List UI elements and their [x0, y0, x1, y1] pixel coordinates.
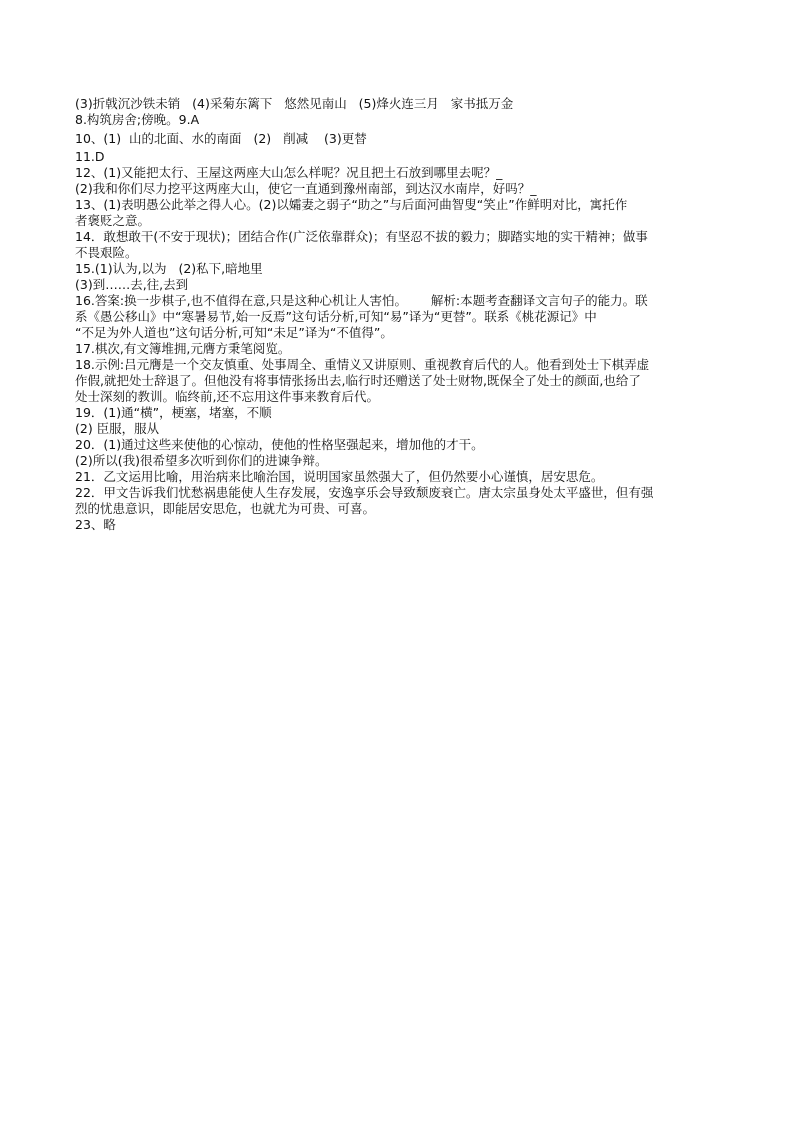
answer-paragraph-13	[75, 197, 725, 229]
answer-line-14-b: 不畏艰险。	[75, 245, 138, 260]
answer-line-20-2: (2)所以(我)很希望多次听到你们的进谏争辩。	[75, 453, 328, 468]
answer-line-19-1: 19．(1)通“横”，梗塞，堵塞，不顺	[75, 405, 272, 420]
answer-line-15-1: 15.(1)认为,以为 (2)私下,暗地里	[75, 261, 263, 276]
answer-paragraph-22	[75, 485, 725, 517]
answer-line-21: 21．乙文运用比喻，用治病来比喻治国，说明国家虽然强大了，但仍然要小心谨慎，居安思危。	[75, 469, 604, 484]
answer-line-3-5: (3)折戟沉沙铁未销 (4)采菊东篱下 悠然见南山 (5)烽火连三月 家书抵万金	[75, 96, 514, 111]
answer-line-17: 17.棋次,有文簿堆拥,元膺方秉笔阅览。	[75, 341, 291, 356]
answer-line-14-a: 14．敢想敢干(不安于现状)；团结合作(广泛依靠群众)；有坚忍不拔的毅力；脚踏实地的实干精神；做事	[75, 229, 648, 244]
answer-line-22-b: 烈的忧患意识，即能居安思危，也就尤为可贵、可喜。	[75, 501, 376, 516]
answer-paragraph-18	[75, 357, 725, 405]
answer-key	[75, 96, 725, 533]
answer-line-23: 23、略	[75, 517, 116, 532]
answer-line-22-a: 22．甲文告诉我们忧愁祸患能使人生存发展，安逸享乐会导致颓废衰亡。唐太宗虽身处太平盛世，但有强	[75, 485, 654, 500]
answer-line-18-b: 作假,就把处士辞退了。但他没有将事情张扬出去,临行时还赠送了处士财物,既保全了处士的颜面,也给了	[75, 373, 641, 388]
answer-paragraph-16	[75, 293, 725, 341]
answer-line-12-2: (2)我和你们尽力挖平这两座大山，使它一直通到豫州南部，到达汉水南岸，好吗？_	[75, 181, 537, 196]
answer-line-13-b: 者褒贬之意。	[75, 213, 151, 228]
answer-line-12-1: 12、(1)又能把太行、王屋这两座大山怎么样呢？况且把土石放到哪里去呢？_	[75, 165, 503, 180]
answer-line-10: 10、(1) 山的北面、水的南面 (2) 削减 (3)更替	[75, 131, 367, 146]
answer-line-18-a: 18.示例:吕元膺是一个交友慎重、处事周全、重情义又讲原则、重视教育后代的人。他看到处士下棋弄虚	[75, 357, 650, 372]
answer-line-15-3: (3)到……去,往,去到	[75, 277, 189, 292]
answer-line-16-a: 16.答案:换一步棋子,也不值得在意,只是这种心机让人害怕。 解析:本题考查翻译文言句子的能力。联	[75, 293, 648, 308]
answer-line-19-2: (2) 臣服，服从	[75, 421, 160, 436]
answer-line-11: 11.D	[75, 149, 105, 164]
answer-line-16-c: “不足为外人道也”这句话分析,可知“未足”译为“不值得”。	[75, 325, 393, 340]
answer-paragraph-14	[75, 229, 725, 261]
answer-line-8-9: 8.构筑房舍;傍晚。9.A	[75, 112, 200, 127]
answer-line-18-c: 处士深刻的教训。临终前,还不忘用这件事来教育后代。	[75, 389, 379, 404]
answer-line-20-1: 20．(1)通过这些来使他的心惊动，使他的性格坚强起来，增加他的才干。	[75, 437, 484, 452]
answer-line-16-b: 系《愚公移山》中“寒暑易节,始一反焉”这句话分析,可知“易”译为“更替”。联系《桃花源记》中	[75, 309, 597, 324]
answer-line-13-a: 13、(1)表明愚公此举之得人心。(2)以孀妻之弱子“助之”与后面河曲智叟“笑止”作鲜明对比，寓托作	[75, 197, 628, 212]
